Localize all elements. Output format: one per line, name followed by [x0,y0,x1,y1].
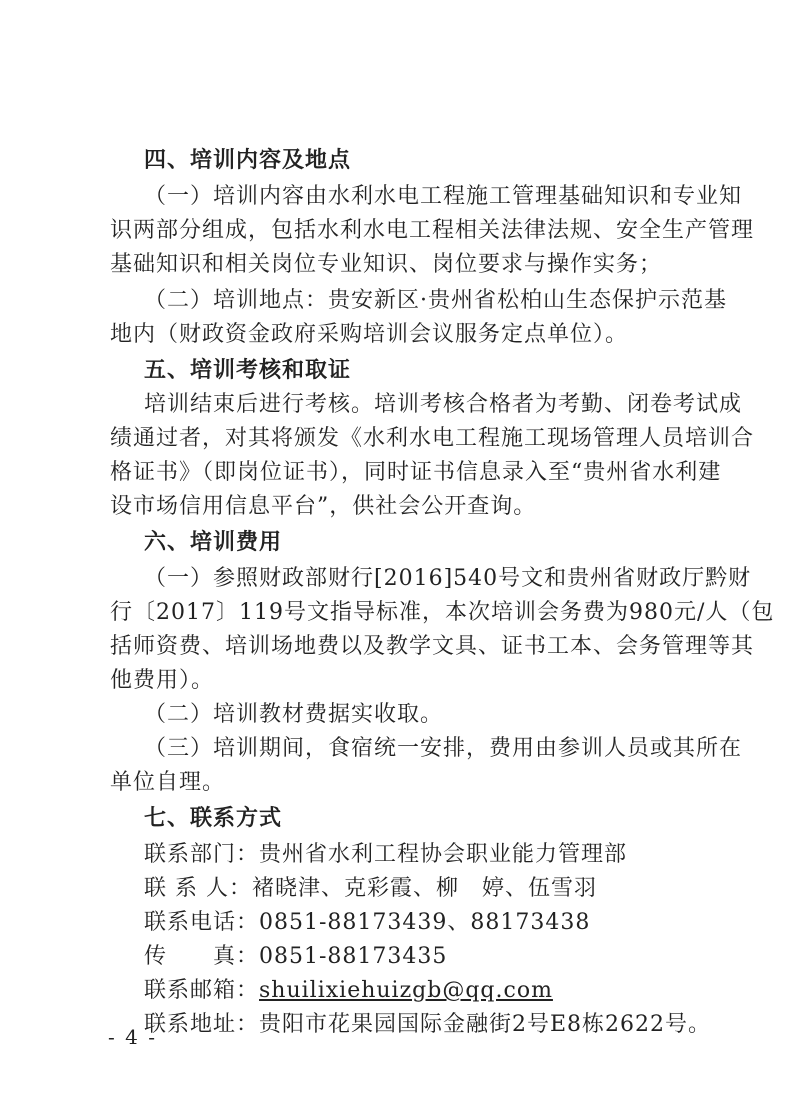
contact-department: 联系部门：贵州省水利工程协会职业能力管理部 [144,842,628,867]
paragraph-line: 格证书》（即岗位证书），同时证书信息录入至“贵州省水利建 [110,460,722,485]
paragraph-line: （一）培训内容由水利水电工程施工管理基础知识和专业知 [144,184,743,209]
section-heading-7: 七、联系方式 [144,806,283,831]
paragraph-line: （二）培训地点：贵安新区·贵州省松柏山生态保护示范基 [144,288,727,313]
paragraph-line: （三）培训期间，食宿统一安排，费用由参训人员或其所在 [144,736,743,761]
section-heading-5: 五、培训考核和取证 [144,358,352,383]
paragraph-line: 培训结束后进行考核。培训考核合格者为考勤、闭卷考试成 [144,392,743,417]
paragraph-line: 单位自理。 [110,770,226,795]
paragraph-line: 地内（财政资金政府采购培训会议服务定点单位）。 [110,322,629,347]
page-number: - 4 - [108,1025,157,1049]
paragraph-line: 绩通过者，对其将颁发《水利水电工程施工现场管理人员培训合 [110,426,755,451]
paragraph-line: 行〔2017〕119号文指导标准，本次培训会务费为980元/人（包 [110,600,775,625]
contact-fax: 传 真：0851-88173435 [144,944,448,969]
paragraph-line: 他费用）。 [110,668,215,693]
contact-email-link[interactable]: shuilixiehuizgb@qq.com [259,978,553,1003]
paragraph-line: 基础知识和相关岗位专业知识、岗位要求与操作实务； [110,252,663,277]
paragraph-line: 设市场信用信息平台”，供社会公开查询。 [110,494,537,519]
contact-email-label: 联系邮箱： [144,978,260,1003]
paragraph-line: 识两部分组成，包括水利水电工程相关法律法规、安全生产管理 [110,218,755,243]
paragraph-line: （一）参照财政部财行[2016]540号文和贵州省财政厅黔财 [144,566,752,591]
paragraph-line: （二）培训教材费据实收取。 [144,702,444,727]
contact-person: 联 系 人：褚晓津、克彩霞、柳 婷、伍雪羽 [144,876,597,901]
section-heading-4: 四、培训内容及地点 [144,148,352,173]
contact-address: 联系地址：贵阳市花果园国际金融街2号E8栋2622号。 [144,1012,712,1037]
contact-phone: 联系电话：0851-88173439、88173438 [144,910,591,935]
contact-email-row [144,976,553,1006]
paragraph-line: 括师资费、培训场地费以及教学文具、证书工本、会务管理等其 [110,634,755,659]
section-heading-6: 六、培训费用 [144,530,283,555]
